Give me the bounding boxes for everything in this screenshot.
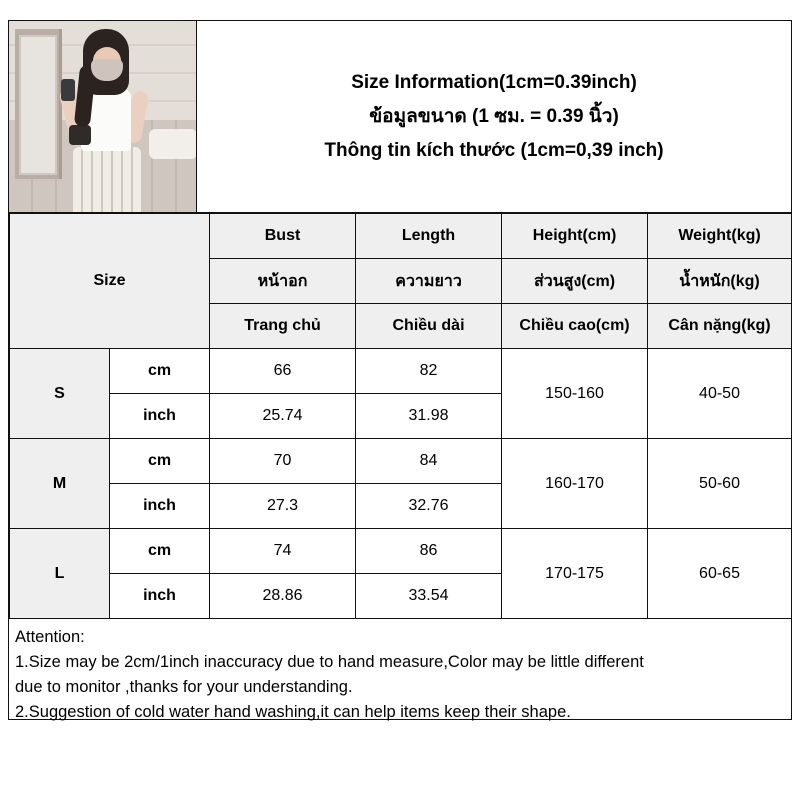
header-weight-th: น้ำหนัก(kg) <box>648 259 792 304</box>
header-length-en: Length <box>356 214 502 259</box>
row-size-label-m: M <box>10 439 110 529</box>
row-bust-inch-l: 28.86 <box>210 574 356 619</box>
row-unit-inch-l: inch <box>110 574 210 619</box>
photo-model-phone <box>61 79 75 101</box>
row-bust-inch-m: 27.3 <box>210 484 356 529</box>
row-bust-cm-s: 66 <box>210 349 356 394</box>
header-length-vi: Chiều dài <box>356 304 502 349</box>
size-table <box>9 213 792 619</box>
row-weight-s: 40-50 <box>648 349 792 439</box>
row-length-cm-s: 82 <box>356 349 502 394</box>
row-height-l: 170-175 <box>502 529 648 619</box>
title-line-th: ข้อมูลขนาด (1 ซม. = 0.39 นิ้ว) <box>369 105 619 127</box>
row-height-s: 150-160 <box>502 349 648 439</box>
table-row <box>10 439 792 484</box>
row-size-label-s: S <box>10 349 110 439</box>
header-bust-en: Bust <box>210 214 356 259</box>
photo-model-bag <box>69 125 91 145</box>
row-length-inch-s: 31.98 <box>356 394 502 439</box>
row-weight-m: 50-60 <box>648 439 792 529</box>
attention-line-3: 2.Suggestion of cold water hand washing,it can help items keep their shape. <box>15 703 571 721</box>
product-photo <box>9 21 197 212</box>
title-line-vi: Thông tin kích thước (1cm=0,39 inch) <box>324 139 664 161</box>
row-bust-inch-s: 25.74 <box>210 394 356 439</box>
row-unit-inch-s: inch <box>110 394 210 439</box>
row-height-m: 160-170 <box>502 439 648 529</box>
row-length-inch-l: 33.54 <box>356 574 502 619</box>
attention-line-1: 1.Size may be 2cm/1inch inaccuracy due to hand measure,Color may be little different <box>15 653 644 671</box>
attention-heading: Attention: <box>15 628 85 646</box>
header-size-label: Size <box>10 214 210 349</box>
row-weight-l: 60-65 <box>648 529 792 619</box>
title-block <box>197 21 791 212</box>
header-weight-vi: Cân nặng(kg) <box>648 304 792 349</box>
row-length-inch-m: 32.76 <box>356 484 502 529</box>
row-length-cm-m: 84 <box>356 439 502 484</box>
row-unit-cm-s: cm <box>110 349 210 394</box>
header-height-en: Height(cm) <box>502 214 648 259</box>
table-row <box>10 349 792 394</box>
row-bust-cm-l: 74 <box>210 529 356 574</box>
photo-sink <box>149 129 197 159</box>
photo-model-skirt <box>73 147 141 212</box>
header-height-th: ส่วนสูง(cm) <box>502 259 648 304</box>
photo-doorpanel <box>19 35 57 175</box>
row-bust-cm-m: 70 <box>210 439 356 484</box>
row-unit-cm-m: cm <box>110 439 210 484</box>
row-unit-cm-l: cm <box>110 529 210 574</box>
header-bust-th: หน้าอก <box>210 259 356 304</box>
table-header-row-en <box>10 214 792 259</box>
table-row <box>10 529 792 574</box>
row-size-label-l: L <box>10 529 110 619</box>
header-weight-en: Weight(kg) <box>648 214 792 259</box>
chart-header <box>9 21 791 213</box>
attention-block <box>9 619 791 725</box>
attention-line-2: due to monitor ,thanks for your understanding. <box>15 678 353 696</box>
header-bust-vi: Trang chủ <box>210 304 356 349</box>
title-line-en: Size Information(1cm=0.39inch) <box>351 71 637 93</box>
size-chart-sheet <box>8 20 792 720</box>
header-height-vi: Chiều cao(cm) <box>502 304 648 349</box>
header-length-th: ความยาว <box>356 259 502 304</box>
row-length-cm-l: 86 <box>356 529 502 574</box>
row-unit-inch-m: inch <box>110 484 210 529</box>
